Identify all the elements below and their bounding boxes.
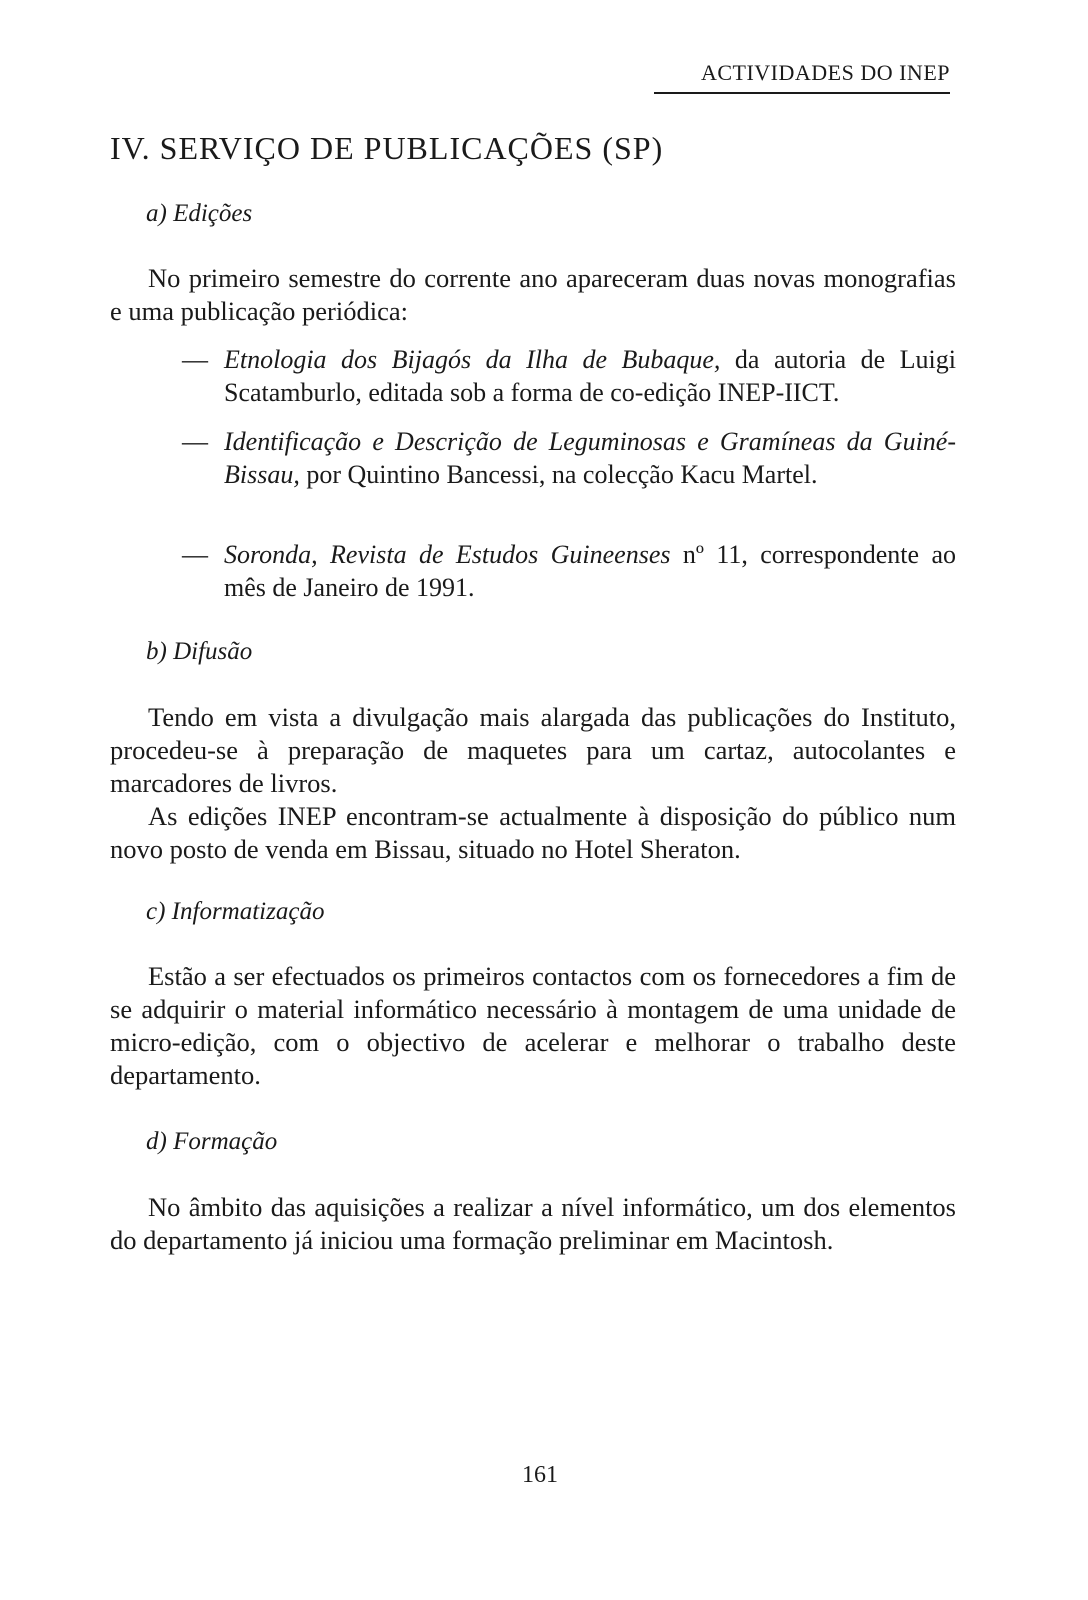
dash-bullet: — (182, 345, 208, 374)
subsection-heading-difusao: b) Difusão (146, 638, 253, 665)
dash-bullet: — (182, 427, 208, 456)
paragraph-informatizacao (110, 960, 956, 1092)
publication-title: Etnologia dos Bijagós da Ilha de Bubaque, (224, 345, 721, 374)
list-item (182, 538, 956, 604)
publication-details: da autoria de Luigi Scatamburlo, editada sob a forma de co-edição INEP-IICT. (224, 345, 956, 407)
paragraph-formacao (110, 1191, 956, 1257)
publication-details: por Quintino Bancessi, na colecção Kacu Martel. (299, 460, 818, 489)
list-item (182, 425, 956, 491)
paragraph-text: No primeiro semestre do corrente ano apareceram duas novas monografias e uma publicação periódica: (110, 263, 956, 326)
dash-bullet: — (182, 540, 208, 569)
publication-title: Identificação e Descrição de Leguminosas e Gramíneas da Guiné-Bissau, (224, 427, 956, 489)
subsection-heading-edicoes: a) Edições (146, 200, 253, 227)
publication-details: nº 11, correspondente ao mês de Janeiro de 1991. (224, 540, 956, 602)
paragraph-text: No âmbito das aquisições a realizar a nível informático, um dos elementos do departamento já iniciou uma formação preliminar em Macintosh. (110, 1192, 956, 1255)
list-item (182, 343, 956, 409)
subsection-heading-informatizacao: c) Informatização (146, 898, 325, 925)
page-number: 161 (522, 1462, 558, 1488)
publication-title: Soronda, Revista de Estudos Guineenses (224, 540, 671, 569)
paragraph-edicoes-intro (110, 262, 956, 328)
paragraph-text: As edições INEP encontram-se actualmente à disposição do público num novo posto de venda em Bissau, situado no Hotel Sheraton. (110, 801, 956, 864)
paragraph-difusao-2 (110, 800, 956, 866)
section-title: IV. SERVIÇO DE PUBLICAÇÕES (SP) (110, 130, 664, 166)
running-header: ACTIVIDADES DO INEP (654, 60, 950, 94)
paragraph-difusao-1 (110, 701, 956, 800)
paragraph-text: Estão a ser efectuados os primeiros contactos com os fornecedores a fim de se adquirir o material informático necessário à montagem de uma unidade de micro-edição, com o objectivo de acelerar e melhorar o trabalho deste departamento. (110, 961, 956, 1090)
subsection-heading-formacao: d) Formação (146, 1128, 278, 1155)
paragraph-text: Tendo em vista a divulgação mais alargada das publicações do Instituto, procedeu-se à preparação de maquetes para um cartaz, autocolantes e marcadores de livros. (110, 702, 956, 798)
